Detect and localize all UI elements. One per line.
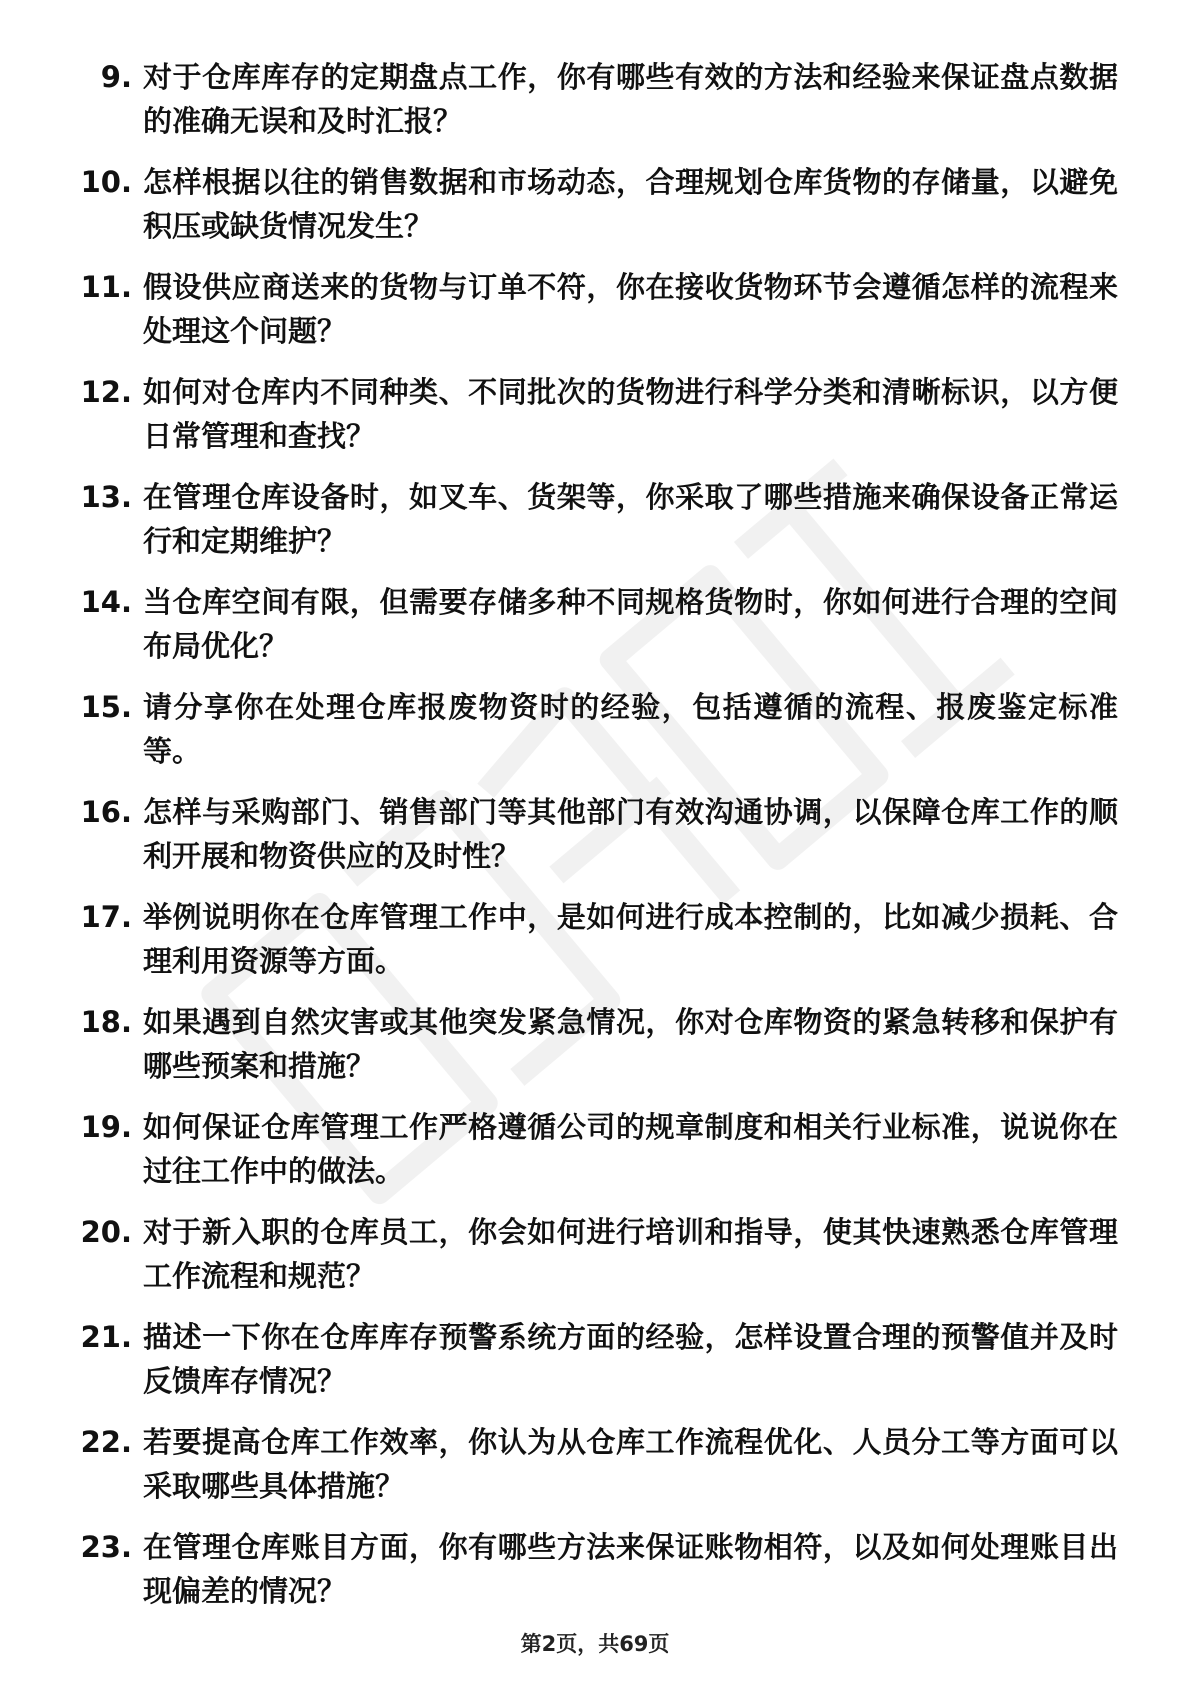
question-number: 11. bbox=[80, 270, 132, 304]
question-text: 对于新入职的仓库员工，你会如何进行培训和指导，使其快速熟悉仓库管理工作流程和规范？ bbox=[143, 1215, 1118, 1293]
question-number: 9. bbox=[100, 60, 132, 94]
question-number: 19. bbox=[80, 1110, 132, 1144]
question-number: 15. bbox=[80, 690, 132, 724]
question-text: 描述一下你在仓库库存预警系统方面的经验，怎样设置合理的预警值并及时反馈库存情况？ bbox=[143, 1320, 1118, 1398]
question-number: 17. bbox=[80, 900, 132, 934]
question-item bbox=[0, 1315, 1190, 1403]
question-text: 对于仓库库存的定期盘点工作，你有哪些有效的方法和经验来保证盘点数据的准确无误和及时汇报？ bbox=[143, 60, 1118, 138]
question-text: 如何保证仓库管理工作严格遵循公司的规章制度和相关行业标准，说说你在过往工作中的做法。 bbox=[143, 1110, 1118, 1188]
question-item bbox=[0, 1420, 1190, 1508]
question-item bbox=[0, 160, 1190, 248]
question-text: 在管理仓库账目方面，你有哪些方法来保证账物相符，以及如何处理账目出现偏差的情况？ bbox=[143, 1530, 1118, 1608]
question-item bbox=[0, 685, 1190, 773]
question-item bbox=[0, 55, 1190, 143]
question-item bbox=[0, 1525, 1190, 1613]
question-text: 怎样根据以往的销售数据和市场动态，合理规划仓库货物的存储量，以避免积压或缺货情况发生？ bbox=[143, 165, 1118, 243]
question-number: 12. bbox=[80, 375, 132, 409]
page-footer: 第2页，共69页 bbox=[520, 1632, 670, 1656]
question-number: 16. bbox=[80, 795, 132, 829]
question-text: 若要提高仓库工作效率，你认为从仓库工作流程优化、人员分工等方面可以采取哪些具体措施？ bbox=[143, 1425, 1118, 1503]
question-item bbox=[0, 1210, 1190, 1298]
question-item bbox=[0, 580, 1190, 668]
question-item bbox=[0, 475, 1190, 563]
question-number: 23. bbox=[80, 1530, 132, 1564]
question-number: 14. bbox=[80, 585, 132, 619]
question-number: 10. bbox=[80, 165, 132, 199]
question-number: 18. bbox=[80, 1005, 132, 1039]
question-text: 举例说明你在仓库管理工作中，是如何进行成本控制的，比如减少损耗、合理利用资源等方面。 bbox=[143, 900, 1118, 978]
question-list bbox=[0, 55, 1190, 1630]
question-number: 21. bbox=[80, 1320, 132, 1354]
question-text: 如何对仓库内不同种类、不同批次的货物进行科学分类和清晰标识，以方便日常管理和查找？ bbox=[143, 375, 1118, 453]
question-item bbox=[0, 895, 1190, 983]
question-text: 怎样与采购部门、销售部门等其他部门有效沟通协调，以保障仓库工作的顺利开展和物资供应的及时性？ bbox=[143, 795, 1118, 873]
question-number: 22. bbox=[80, 1425, 132, 1459]
question-text: 假设供应商送来的货物与订单不符，你在接收货物环节会遵循怎样的流程来处理这个问题？ bbox=[143, 270, 1118, 348]
question-item bbox=[0, 1000, 1190, 1088]
question-item bbox=[0, 265, 1190, 353]
question-number: 13. bbox=[80, 480, 132, 514]
question-item bbox=[0, 1105, 1190, 1193]
question-item bbox=[0, 790, 1190, 878]
question-number: 20. bbox=[80, 1215, 132, 1249]
question-text: 当仓库空间有限，但需要存储多种不同规格货物时，你如何进行合理的空间布局优化？ bbox=[143, 585, 1118, 663]
question-text: 请分享你在处理仓库报废物资时的经验，包括遵循的流程、报废鉴定标准等。 bbox=[143, 690, 1118, 768]
question-text: 在管理仓库设备时，如叉车、货架等，你采取了哪些措施来确保设备正常运行和定期维护？ bbox=[143, 480, 1118, 558]
question-text: 如果遇到自然灾害或其他突发紧急情况，你对仓库物资的紧急转移和保护有哪些预案和措施？ bbox=[143, 1005, 1118, 1083]
question-item bbox=[0, 370, 1190, 458]
